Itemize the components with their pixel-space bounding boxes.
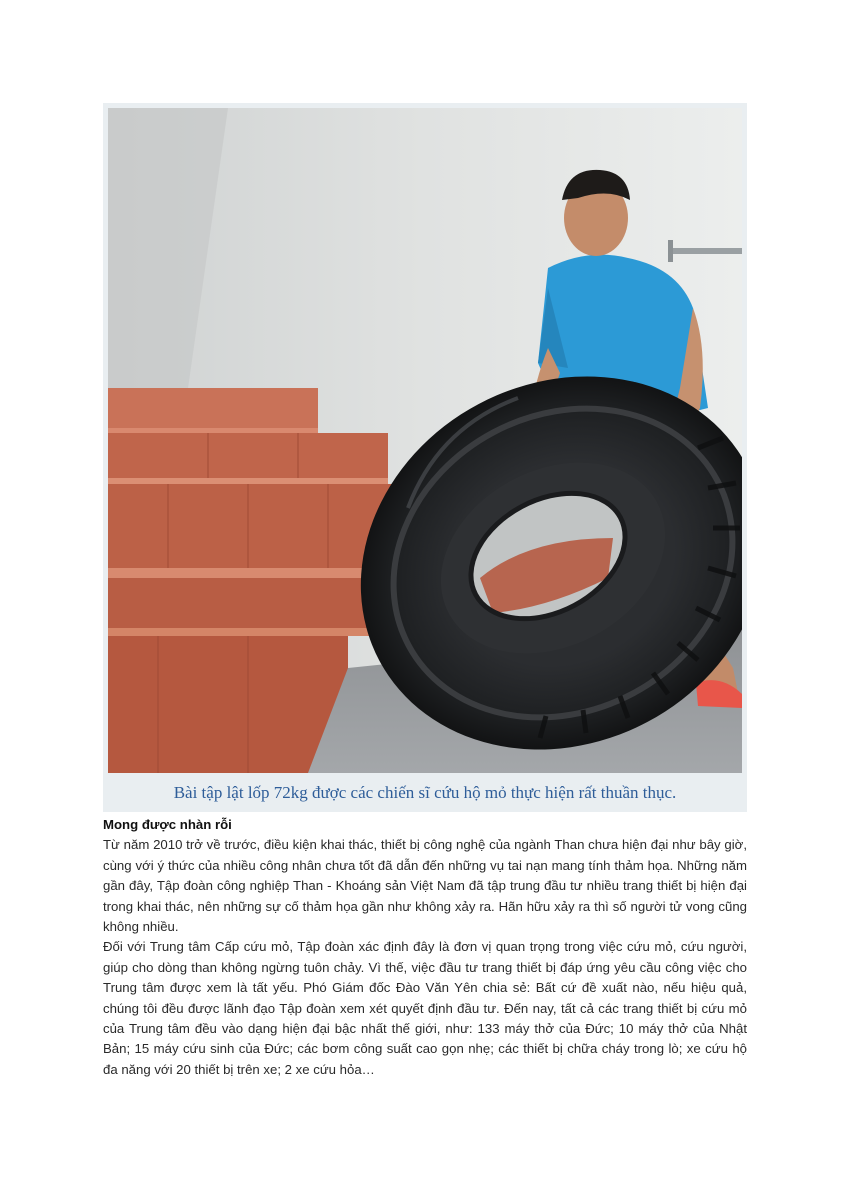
section-heading: Mong được nhàn rỗi (103, 817, 232, 832)
article-body (103, 815, 747, 1080)
photo-caption: Bài tập lật lốp 72kg được các chiến sĩ cứu hộ mỏ thực hiện rất thuần thục. (173, 783, 677, 802)
tire-flip-photo (108, 108, 742, 773)
paragraph: Từ năm 2010 trở về trước, điều kiện khai thác, thiết bị công nghệ của ngành Than chưa hiện đại như bây giờ, cùng với ý thức của nhiều công nhân chưa tốt đã dẫn đến những vụ tai nạn mang tính thảm họa. Những năm gần đây, Tập đoàn công nghiệp Than - Khoáng sản Việt Nam đã tập trung đầu tư nhiều trang thiết bị hiện đại trong khai thác, nên những sự cố thảm họa gần như không xảy ra. Hãn hữu xảy ra thì số người tử vong cũng không nhiều. (103, 837, 747, 935)
photo-figure (103, 103, 747, 812)
paragraph: Đối với Trung tâm Cấp cứu mỏ, Tập đoàn xác định đây là đơn vị quan trọng trong việc cứu mỏ, cứu người, giúp cho dòng than không ngừng tuôn chảy. Vì thế, việc đầu tư trang thiết bị đáp ứng yêu cầu công việc cho Trung tâm được xem là tất yếu. Phó Giám đốc Đào Văn Yên chia sẻ: Bất cứ đề xuất nào, nếu hiệu quả, chúng tôi đều được lãnh đạo Tập đoàn xem xét quyết định đầu tư. Đến nay, tất cả các trang thiết bị cứu mỏ của Trung tâm đều vào dạng hiện đại bậc nhất thế giới, như: 133 máy thở của Đức; 10 máy thở của Nhật Bản; 15 máy cứu sinh của Đức; các bơm công suất cao gọn nhẹ; các thiết bị chữa cháy trong lò; xe cứu hộ đa năng với 20 thiết bị trên xe; 2 xe cứu hỏa… (103, 939, 747, 1077)
